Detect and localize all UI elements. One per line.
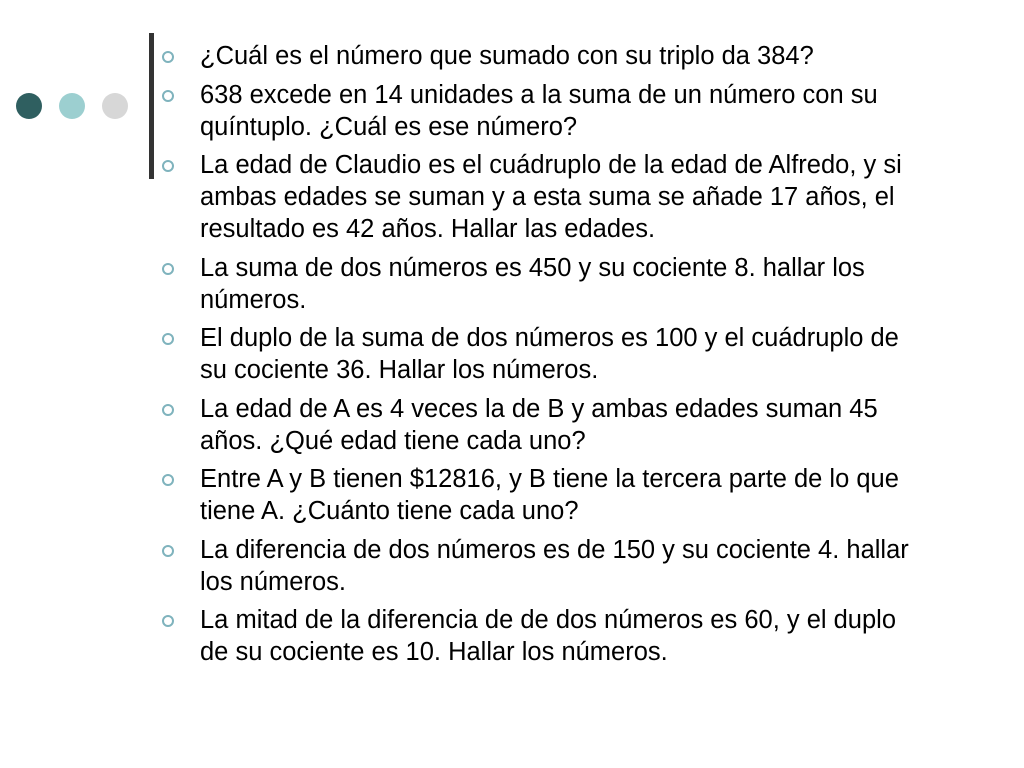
list-item: [160, 393, 920, 457]
list-item-text: 638 excede en 14 unidades a la suma de un número con su quíntuplo. ¿Cuál es ese número?: [200, 80, 878, 141]
list-item: [160, 79, 920, 143]
slide-content: [160, 40, 920, 675]
list-item: [160, 534, 920, 598]
list-item-text: ¿Cuál es el número que sumado con su triplo da 384?: [200, 42, 814, 70]
bullet-ring-icon: [162, 51, 174, 63]
list-item-text: El duplo de la suma de dos números es 100 y el cuádruplo de su cociente 36. Hallar los números.: [200, 324, 899, 384]
decorative-dot-gray: [102, 93, 128, 119]
list-item: [160, 40, 920, 72]
list-item-text: Entre A y B tienen $12816, y B tiene la tercera parte de lo que tiene A. ¿Cuánto tiene cada uno?: [200, 465, 899, 525]
bullet-ring-icon: [162, 474, 174, 486]
bullet-ring-icon: [162, 263, 174, 275]
list-item: [160, 322, 920, 386]
list-item: [160, 252, 920, 316]
decorative-vertical-bar: [149, 33, 154, 179]
decorative-dot-teal: [59, 93, 85, 119]
bullet-ring-icon: [162, 404, 174, 416]
decorative-dot-dark: [16, 93, 42, 119]
bullet-ring-icon: [162, 90, 174, 102]
list-item-text: La diferencia de dos números es de 150 y su cociente 4. hallar los números.: [200, 535, 909, 596]
bullet-ring-icon: [162, 545, 174, 557]
list-item: [160, 463, 920, 527]
list-item: [160, 604, 920, 668]
bullet-ring-icon: [162, 160, 174, 172]
bullet-ring-icon: [162, 333, 174, 345]
list-item-text: La suma de dos números es 450 y su cociente 8. hallar los números.: [200, 253, 865, 314]
bullet-ring-icon: [162, 615, 174, 627]
bullet-list: [160, 40, 920, 668]
list-item-text: La edad de Claudio es el cuádruplo de la edad de Alfredo, y si ambas edades se suman y a esta suma se añade 17 años, el resultado es 42 años. Hallar las edades.: [200, 151, 902, 243]
list-item-text: La mitad de la diferencia de de dos números es 60, y el duplo de su cociente es 10. Hallar los números.: [200, 606, 897, 666]
list-item: [160, 149, 920, 245]
list-item-text: La edad de A es 4 veces la de B y ambas edades suman 45 años. ¿Qué edad tiene cada uno?: [200, 394, 878, 455]
